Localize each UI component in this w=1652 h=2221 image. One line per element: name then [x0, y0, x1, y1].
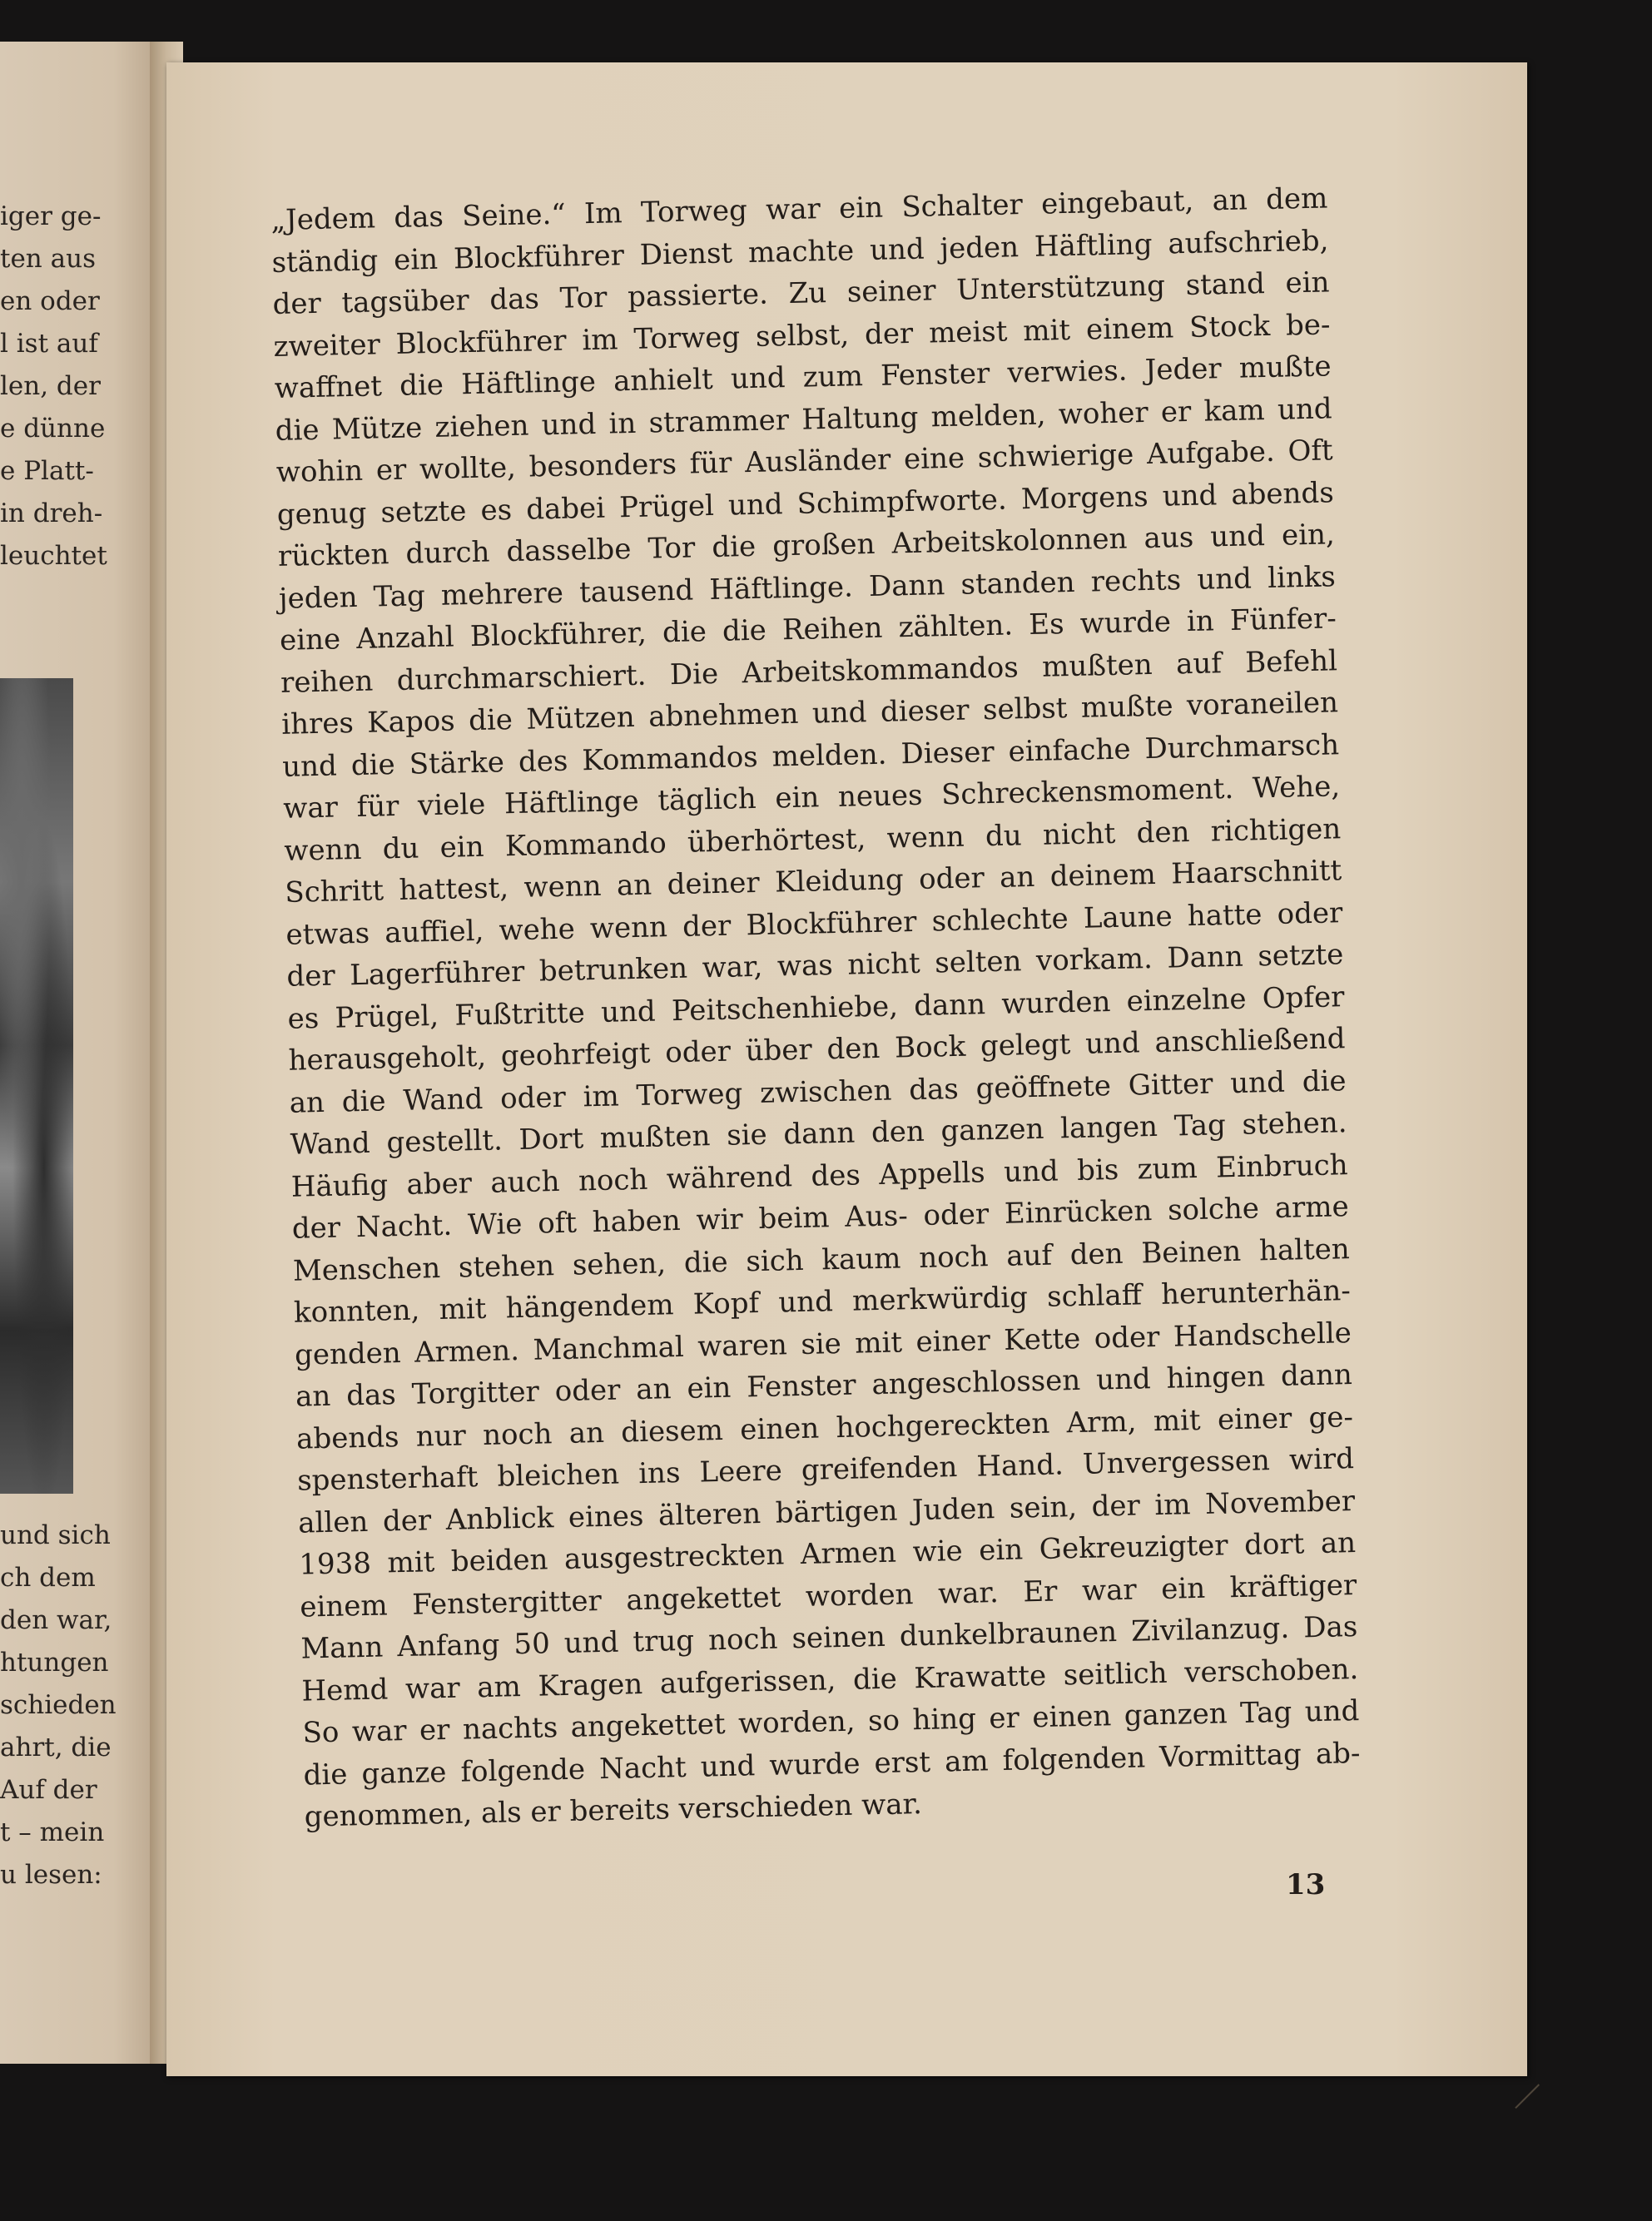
left-page-line: t – mein [0, 1817, 105, 1847]
left-page-line: leuchtet [0, 541, 107, 571]
text-line: der Lagerführer betrunken war, was nicht selten vorkam. Dann setzte [286, 938, 1344, 994]
text-line: So war er nachts angekettet worden, so hing er einen ganzen Tag und [302, 1694, 1360, 1750]
text-line: genden Armen. Manchmal waren sie mit einer Kette oder Handschelle [294, 1316, 1352, 1372]
text-line: Mann Anfang 50 und trug noch seinen dunkelbraunen Zivilanzug. Das [300, 1610, 1358, 1666]
text-line: genug setzte es dabei Prügel und Schimpfworte. Morgens und abends [276, 475, 1335, 532]
text-line: einem Fenstergitter angekettet worden war. Er war ein kräftiger [300, 1568, 1357, 1624]
text-line: konnten, mit hängendem Kopf und merkwürdig schlaff herunterhän- [293, 1274, 1352, 1330]
text-line: Hemd war am Kragen aufgerissen, die Krawatte seitlich verschoben. [301, 1652, 1359, 1708]
left-page-line: e Platt- [0, 456, 94, 486]
text-line: herausgeholt, geohrfeigt oder über den Bock gelegt und anschließend [288, 1022, 1346, 1078]
page-body-text [270, 177, 1362, 1838]
text-line: Schritt hattest, wenn an deiner Kleidung oder an deinem Haarschnitt [285, 854, 1342, 910]
left-page-line: in dreh- [0, 498, 103, 528]
left-page-line: ch dem [0, 1563, 96, 1593]
text-line: ihres Kapos die Mützen abnehmen und dieser selbst mußte voraneilen [280, 686, 1339, 741]
text-line: Häufig aber auch noch während des Appells und bis zum Einbruch [290, 1148, 1348, 1204]
text-line: eine Anzahl Blockführer, die die Reihen zählten. Es wurde in Fünfer- [279, 602, 1337, 657]
text-line: reihen durchmarschiert. Die Arbeitskommandos mußten auf Befehl [280, 643, 1338, 700]
text-line: Wand gestellt. Dort mußten sie dann den ganzen langen Tag stehen. [290, 1106, 1347, 1162]
text-line: jeden Tag mehrere tausend Häftlinge. Dann standen rechts und links [278, 559, 1337, 616]
text-line: an die Wand oder im Torweg zwischen das geöffnete Gitter und die [289, 1063, 1347, 1120]
text-line: der Nacht. Wie oft haben wir beim Aus- oder Einrücken solche arme [291, 1190, 1350, 1246]
left-page-line: den war, [0, 1605, 112, 1635]
text-line: rückten durch dasselbe Tor die großen Arbeitskolonnen aus und ein, [277, 518, 1336, 573]
text-line: die ganze folgende Nacht und wurde erst am folgenden Vormittag ab- [303, 1736, 1361, 1792]
text-line: die Mütze ziehen und in strammer Haltung melden, woher er kam und [275, 391, 1332, 448]
text-line: der tagsüber das Tor passierte. Zu seiner Unterstützung stand ein [272, 265, 1330, 321]
page-number: 13 [1286, 1868, 1326, 1901]
left-page-line: schieden [0, 1690, 117, 1720]
left-page-text-upper [0, 196, 107, 578]
text-line: wenn du ein Kommando überhörtest, wenn du nicht den richtigen [283, 811, 1342, 868]
text-line: und die Stärke des Kommandos melden. Dieser einfache Durchmarsch [281, 727, 1340, 784]
text-line: wohin er wollte, besonders für Ausländer eine schwierige Aufgabe. Oft [275, 434, 1334, 489]
text-line: allen der Anblick eines älteren bärtigen Juden sein, der im November [297, 1484, 1356, 1540]
text-line: es Prügel, Fußtritte und Peitschenhiebe, dann wurden einzelne Opfer [287, 979, 1345, 1036]
left-page-line: e dünne [0, 414, 106, 444]
page-corner-fold [1491, 2060, 1540, 2109]
left-page-line: l ist auf [0, 329, 98, 359]
text-line: spensterhaft bleichen ins Leere greifenden Hand. Unvergessen wird [296, 1442, 1355, 1498]
left-page-photo [0, 678, 73, 1494]
book-page [166, 62, 1527, 2076]
text-line: war für viele Häftlinge täglich ein neues Schreckensmoment. Wehe, [282, 770, 1341, 825]
text-line: ständig ein Blockführer Dienst machte und jeden Häftling aufschrieb, [271, 223, 1329, 280]
left-page-line: iger ge- [0, 201, 102, 231]
left-page-line: htungen [0, 1648, 109, 1678]
text-line: genommen, als er bereits verschieden war. [304, 1787, 923, 1834]
text-line: zweiter Blockführer im Torweg selbst, der meist mit einem Stock be- [273, 307, 1331, 364]
left-page-line: ten aus [0, 244, 96, 274]
left-page-text-lower [0, 1515, 117, 1896]
text-line: 1938 mit beiden ausgestreckten Armen wie ein Gekreuzigter dort an [298, 1526, 1357, 1582]
left-page-line: u lesen: [0, 1860, 102, 1890]
text-line: etwas auffiel, wehe wenn der Blockführer schlechte Laune hatte oder [285, 895, 1343, 952]
left-facing-page [0, 42, 162, 2064]
left-page-line: en oder [0, 286, 100, 316]
left-page-line: und sich [0, 1520, 111, 1550]
left-page-line: Auf der [0, 1775, 97, 1805]
text-line: „Jedem das Seine.“ Im Torweg war ein Schalter eingebaut, an dem [270, 181, 1328, 237]
text-line: abends nur noch an diesem einen hochgereckten Arm, mit einer ge- [295, 1400, 1354, 1456]
left-page-line: len, der [0, 371, 101, 401]
text-line: an das Torgitter oder an ein Fenster angeschlossen und hingen dann [295, 1358, 1353, 1414]
text-line: waffnet die Häftlinge anhielt und zum Fenster verwies. Jeder mußte [274, 350, 1332, 405]
left-page-line: ahrt, die [0, 1733, 112, 1762]
text-line: Menschen stehen sehen, die sich kaum noch auf den Beinen halten [292, 1232, 1351, 1288]
